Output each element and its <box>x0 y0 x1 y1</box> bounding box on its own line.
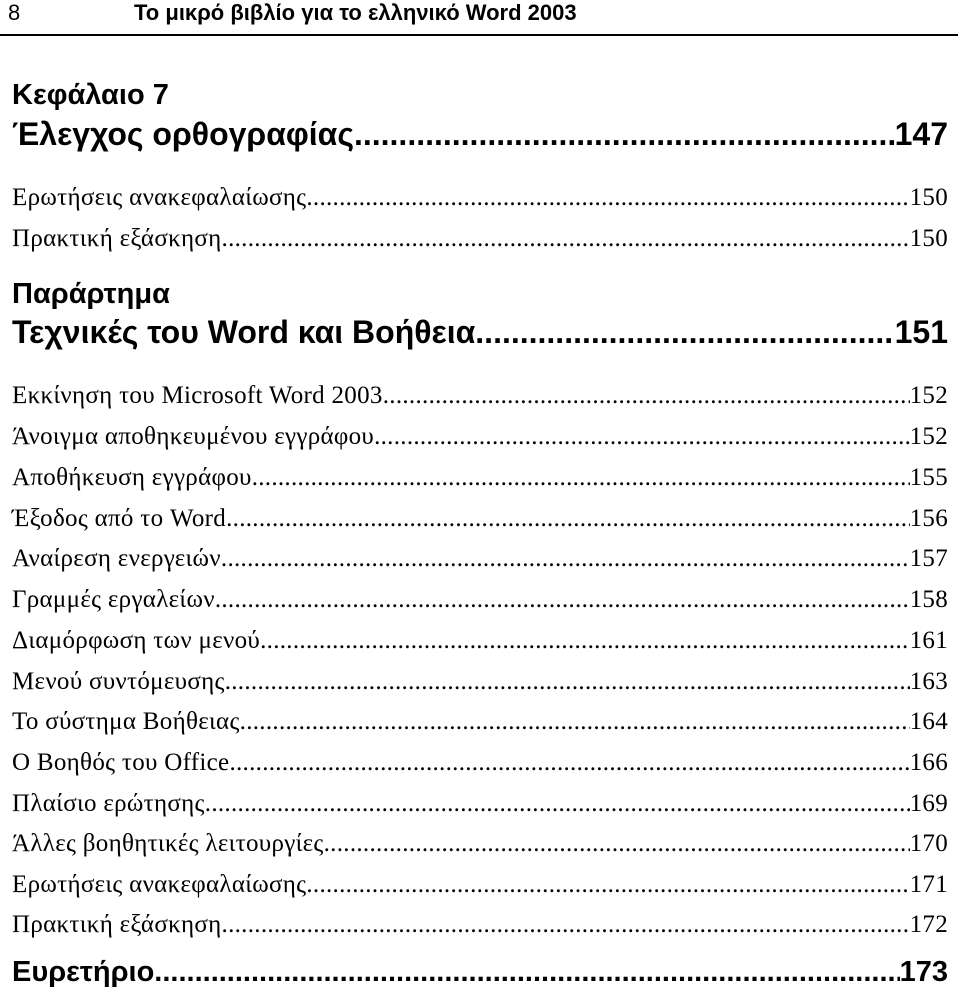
toc-entry-page: 156 <box>909 505 948 532</box>
toc-entry-page: 172 <box>909 911 948 938</box>
toc-entry[interactable] <box>12 184 948 212</box>
toc-chapter-row[interactable] <box>12 314 948 351</box>
leader-dots <box>252 464 910 492</box>
chapter-label: Κεφάλαιο 7 <box>12 79 169 111</box>
toc-index-row[interactable] <box>12 956 948 989</box>
toc-chapter-page: 147 <box>894 116 948 152</box>
toc-entry-title: Πρακτική εξάσκηση <box>12 225 222 252</box>
toc-entry-page: 166 <box>909 749 948 776</box>
toc-entry[interactable] <box>12 790 948 818</box>
toc-entry[interactable] <box>12 586 948 614</box>
toc-entry[interactable] <box>12 464 948 492</box>
page-number: 8 <box>8 0 21 25</box>
leader-dots <box>374 423 910 451</box>
leader-dots <box>324 830 910 858</box>
toc-entry-page: 152 <box>909 423 948 450</box>
toc-entry-page: 155 <box>909 464 948 491</box>
toc-entry-title: Μενού συντόμευσης <box>12 668 225 695</box>
leader-dots <box>154 956 899 989</box>
toc-entry-title: Πρακτική εξάσκηση <box>12 911 222 938</box>
toc-entry-page: 150 <box>909 225 948 252</box>
leader-dots <box>225 668 910 696</box>
toc-entry[interactable] <box>12 871 948 899</box>
toc-entry-title: Αναίρεση ενεργειών <box>12 545 221 572</box>
toc-entry-page: 161 <box>909 627 948 654</box>
leader-dots <box>222 225 910 253</box>
leader-dots <box>205 790 910 818</box>
toc-entry-page: 163 <box>909 668 948 695</box>
toc-entry-title: Διαμόρφωση των μενού <box>12 627 261 654</box>
leader-dots <box>475 314 894 351</box>
toc-entry[interactable] <box>12 708 948 736</box>
toc-entry-page: 170 <box>909 830 948 857</box>
leader-dots <box>240 708 910 736</box>
toc-entry-title: Άλλες βοηθητικές λειτουργίες <box>12 830 324 857</box>
toc-entry-page: 152 <box>909 382 948 409</box>
toc-index-title: Ευρετήριο <box>12 956 155 988</box>
page-header <box>0 0 958 36</box>
toc-entry-title: Ο Βοηθός του Office <box>12 749 230 776</box>
toc-chapter-title: Τεχνικές του Word και Βοήθεια <box>12 314 476 350</box>
toc-entry-page: 158 <box>909 586 948 613</box>
leader-dots <box>260 627 909 655</box>
leader-dots <box>226 505 910 533</box>
toc-entry[interactable] <box>12 225 948 253</box>
toc-entry-title: Ερωτήσεις ανακεφαλαίωσης <box>12 184 307 211</box>
toc-entry-page: 150 <box>909 184 948 211</box>
toc-entry-title: Εκκίνηση του Microsoft Word 2003 <box>12 382 383 409</box>
appendix-label: Παράρτημα <box>12 278 170 310</box>
toc-entry-title: Ερωτήσεις ανακεφαλαίωσης <box>12 871 307 898</box>
toc-entry-title: Αποθήκευση εγγράφου <box>12 464 252 491</box>
leader-dots <box>306 184 909 212</box>
leader-dots <box>306 871 909 899</box>
toc-entry[interactable] <box>12 749 948 777</box>
toc-entry-title: Άνοιγμα αποθηκευμένου εγγράφου <box>12 423 375 450</box>
leader-dots <box>354 116 895 153</box>
toc-entry-page: 171 <box>909 871 948 898</box>
book-title: Το μικρό βιβλίο για το ελληνικό Word 2003 <box>134 0 577 25</box>
toc-chapter-row[interactable] <box>12 116 948 153</box>
toc-entry-title: Γραμμές εργαλείων <box>12 586 215 613</box>
toc-entry[interactable] <box>12 382 948 410</box>
leader-dots <box>215 586 910 614</box>
toc-entry[interactable] <box>12 911 948 939</box>
toc-chapter-page: 151 <box>894 314 948 350</box>
toc-entry-title: Το σύστημα Βοήθειας <box>12 708 240 735</box>
toc-chapter-title: Έλεγχος ορθογραφίας <box>12 116 354 152</box>
toc-entry[interactable] <box>12 545 948 573</box>
toc-entry-page: 169 <box>909 790 948 817</box>
leader-dots <box>222 911 910 939</box>
toc-entry[interactable] <box>12 627 948 655</box>
toc-entry-page: 157 <box>909 545 948 572</box>
toc-entry[interactable] <box>12 668 948 696</box>
toc-entry[interactable] <box>12 505 948 533</box>
toc-index-page: 173 <box>899 956 948 988</box>
toc-entry[interactable] <box>12 830 948 858</box>
leader-dots <box>229 749 909 777</box>
toc-entry-title: Έξοδος από το Word <box>12 505 227 532</box>
leader-dots <box>383 382 910 410</box>
toc-entry[interactable] <box>12 423 948 451</box>
toc-entry-page: 164 <box>909 708 948 735</box>
leader-dots <box>221 545 910 573</box>
toc-entry-title: Πλαίσιο ερώτησης <box>12 790 205 817</box>
